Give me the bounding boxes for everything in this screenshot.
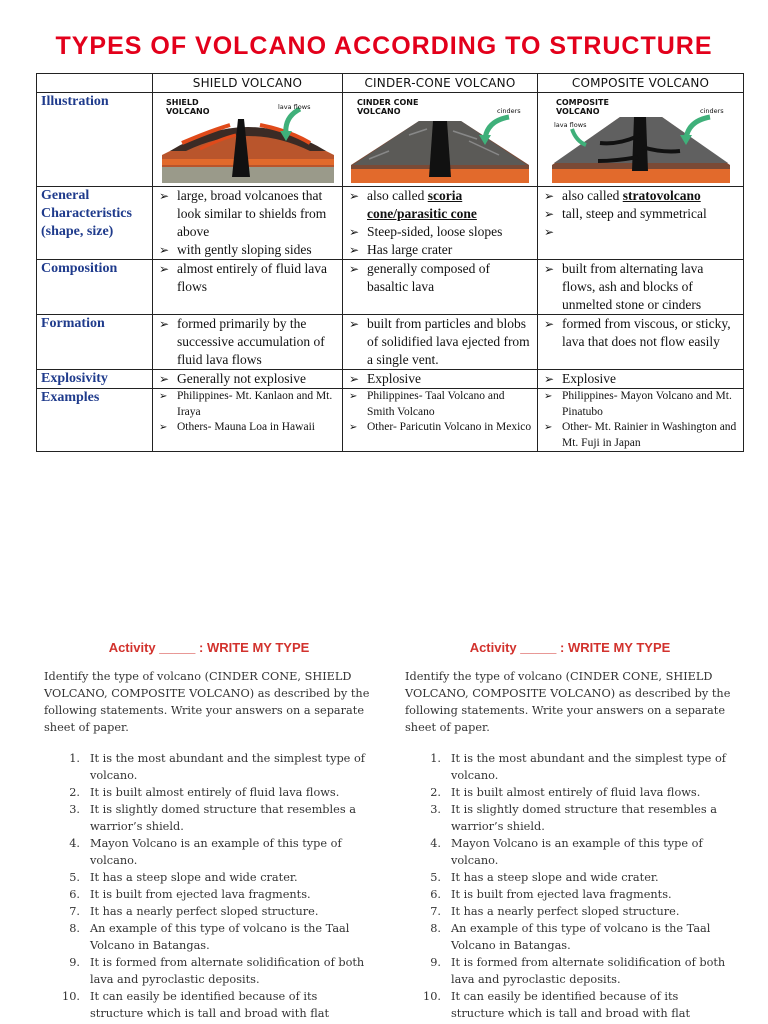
activity-question-list: [44, 750, 374, 1022]
list-item: ➢ tall, steep and symmetrical: [544, 206, 707, 221]
composite-volcano-illustration: [550, 95, 732, 183]
cinder-cone-volcano-illustration: [349, 95, 531, 183]
list-item: ➢ generally composed of basaltic lava: [349, 261, 490, 294]
list-item: ➢ built from alternating lava flows, ash and blocks of unmelted stone or cinders: [544, 261, 704, 312]
list-item: 4. Mayon Volcano is an example of this type of volcano.: [430, 837, 703, 867]
page-title: TYPES OF VOLCANO ACCORDING TO STRUCTURE: [55, 32, 713, 60]
cinder-cone-illustration-cell: [343, 93, 538, 187]
explosivity-row: [37, 370, 744, 389]
table-header-row: [37, 74, 744, 93]
list-item: 9. It is formed from alternate solidification of both lava and pyroclastic deposits.: [69, 956, 365, 986]
list-item: ➢ almost entirely of fluid lava flows: [159, 261, 327, 294]
illustration-caption: cinders: [497, 107, 521, 115]
row-label-explosivity: Explosivity: [37, 370, 153, 389]
illustration-title-line2: VOLCANO: [357, 107, 401, 116]
list-item: 10. It can easily be identified because of its structure which is tall and broad with flat: [423, 990, 690, 1020]
list-item: 6. It is built from ejected lava fragments.: [430, 888, 672, 901]
list-item: 1. It is the most abundant and the simplest type of volcano.: [69, 752, 365, 782]
list-item: 8. An example of this type of volcano is the Taal Volcano in Batangas.: [69, 922, 350, 952]
illustration-caption: cinders: [699, 107, 724, 115]
list-item: ➢ built from particles and blobs of solidified lava ejected from a single vent.: [349, 316, 530, 367]
list-item: 8. An example of this type of volcano is the Taal Volcano in Batangas.: [430, 922, 711, 952]
formation-row: [37, 315, 744, 370]
col-header-cinder-cone: CINDER-CONE VOLCANO: [343, 74, 538, 93]
list-item: 3. It is slightly domed structure that resembles a warrior’s shield.: [69, 803, 356, 833]
list-item: ➢ Other- Paricutin Volcano in Mexico: [349, 421, 532, 433]
illustration-title-line2: VOLCANO: [165, 107, 210, 116]
activity-question-list: [405, 750, 735, 1022]
list-item: 6. It is built from ejected lava fragments.: [69, 888, 311, 901]
row-label-illustration: Illustration: [37, 93, 153, 187]
list-item: ➢ Explosive: [349, 371, 421, 386]
activity-left: [44, 638, 374, 1022]
row-label-examples: Examples: [37, 389, 153, 452]
cell-composition-composite: [538, 260, 744, 315]
illustration-caption: lava flows: [277, 103, 310, 111]
list-item: 2. It is built almost entirely of fluid lava flows.: [69, 786, 340, 799]
list-item: ➢ large, broad volcanoes that look similar to shields from above: [159, 188, 327, 239]
row-label-general: General Characteristics (shape, size): [37, 187, 153, 260]
cell-explosivity-composite: [538, 370, 744, 389]
illustration-title-line1: SHIELD: [165, 98, 199, 107]
cell-examples-cinder: [343, 389, 538, 452]
cell-general-shield: [153, 187, 343, 260]
list-item: ➢ also called stratovolcano: [544, 188, 701, 203]
illustration-title-line1: CINDER CONE: [357, 98, 419, 107]
activity-title: Activity _____ : WRITE MY TYPE: [469, 640, 671, 655]
cell-formation-composite: [538, 315, 744, 370]
activity-instructions: Identify the type of volcano (CINDER CONE, SHIELD VOLCANO, COMPOSITE VOLCANO) as described by the following statements. Write your answers on a separate sheet of paper.: [44, 670, 370, 734]
list-item: 7. It has a nearly perfect sloped structure.: [69, 905, 319, 918]
composite-illustration-cell: [538, 93, 744, 187]
illustration-title-line1: COMPOSITE: [555, 98, 609, 107]
list-item: 5. It has a steep slope and wide crater.: [430, 871, 659, 884]
activity-instructions: Identify the type of volcano (CINDER CONE, SHIELD VOLCANO, COMPOSITE VOLCANO) as described by the following statements. Write your answers on a separate sheet of paper.: [405, 670, 731, 734]
cell-examples-composite: [538, 389, 744, 452]
list-item: ➢ Philippines- Mt. Kanlaon and Mt. Iraya: [159, 390, 333, 418]
cell-explosivity-shield: [153, 370, 343, 389]
list-item: ➢ Philippines- Taal Volcano and Smith Volcano: [349, 390, 505, 418]
cell-composition-cinder: [343, 260, 538, 315]
list-item: 2. It is built almost entirely of fluid lava flows.: [430, 786, 701, 799]
list-item: 7. It has a nearly perfect sloped structure.: [430, 905, 680, 918]
list-item: ➢ Others- Mauna Loa in Hawaii: [159, 421, 315, 433]
activity-right: [405, 638, 735, 1022]
col-header-composite: COMPOSITE VOLCANO: [538, 74, 744, 93]
shield-volcano-illustration: [160, 95, 336, 183]
list-item: ➢ Has large crater: [349, 242, 453, 257]
corner-cell: [37, 74, 153, 93]
list-item: 9. It is formed from alternate solidification of both lava and pyroclastic deposits.: [430, 956, 726, 986]
illustration-caption-2: lava flows: [553, 121, 586, 129]
row-label-formation: Formation: [37, 315, 153, 370]
col-header-shield: SHIELD VOLCANO: [153, 74, 343, 93]
cell-general-composite: ➢ also called stratovolcano ➢ tall, steep and symmetrical ➢: [538, 187, 744, 260]
list-item: ➢ Other- Mt. Rainier in Washington and Mt. Fuji in Japan: [544, 421, 737, 449]
list-item: ➢ Philippines- Mayon Volcano and Mt. Pinatubo: [544, 390, 732, 418]
cell-formation-cinder: [343, 315, 538, 370]
cell-general-cinder: [343, 187, 538, 260]
list-item: 3. It is slightly domed structure that resembles a warrior’s shield.: [430, 803, 717, 833]
general-row: [37, 187, 744, 260]
list-item: ➢ with gently sloping sides: [159, 242, 312, 257]
list-item: 10. It can easily be identified because of its structure which is tall and broad with flat: [62, 990, 329, 1020]
illustration-row: [37, 93, 744, 187]
volcano-comparison-table: [36, 73, 744, 452]
list-item: ➢ formed from viscous, or sticky, lava that does not flow easily: [544, 316, 731, 349]
list-item: ➢ formed primarily by the successive accumulation of fluid lava flows: [159, 316, 325, 367]
cell-explosivity-cinder: [343, 370, 538, 389]
cell-composition-shield: [153, 260, 343, 315]
cell-formation-shield: [153, 315, 343, 370]
shield-illustration-cell: [153, 93, 343, 187]
list-item: 4. Mayon Volcano is an example of this type of volcano.: [69, 837, 342, 867]
examples-row: [37, 389, 744, 452]
row-label-composition: Composition: [37, 260, 153, 315]
cell-examples-shield: [153, 389, 343, 452]
list-item: 5. It has a steep slope and wide crater.: [69, 871, 298, 884]
list-item: ➢ Generally not explosive: [159, 371, 306, 386]
list-item: ➢ Explosive: [544, 371, 616, 386]
list-item: ➢ Steep-sided, loose slopes: [349, 224, 503, 239]
illustration-title-line2: VOLCANO: [555, 107, 600, 116]
list-item: 1. It is the most abundant and the simplest type of volcano.: [430, 752, 726, 782]
list-item: ➢ also called scoria cone/parasitic cone: [349, 188, 477, 221]
composition-row: [37, 260, 744, 315]
activity-title: Activity _____ : WRITE MY TYPE: [108, 640, 310, 655]
